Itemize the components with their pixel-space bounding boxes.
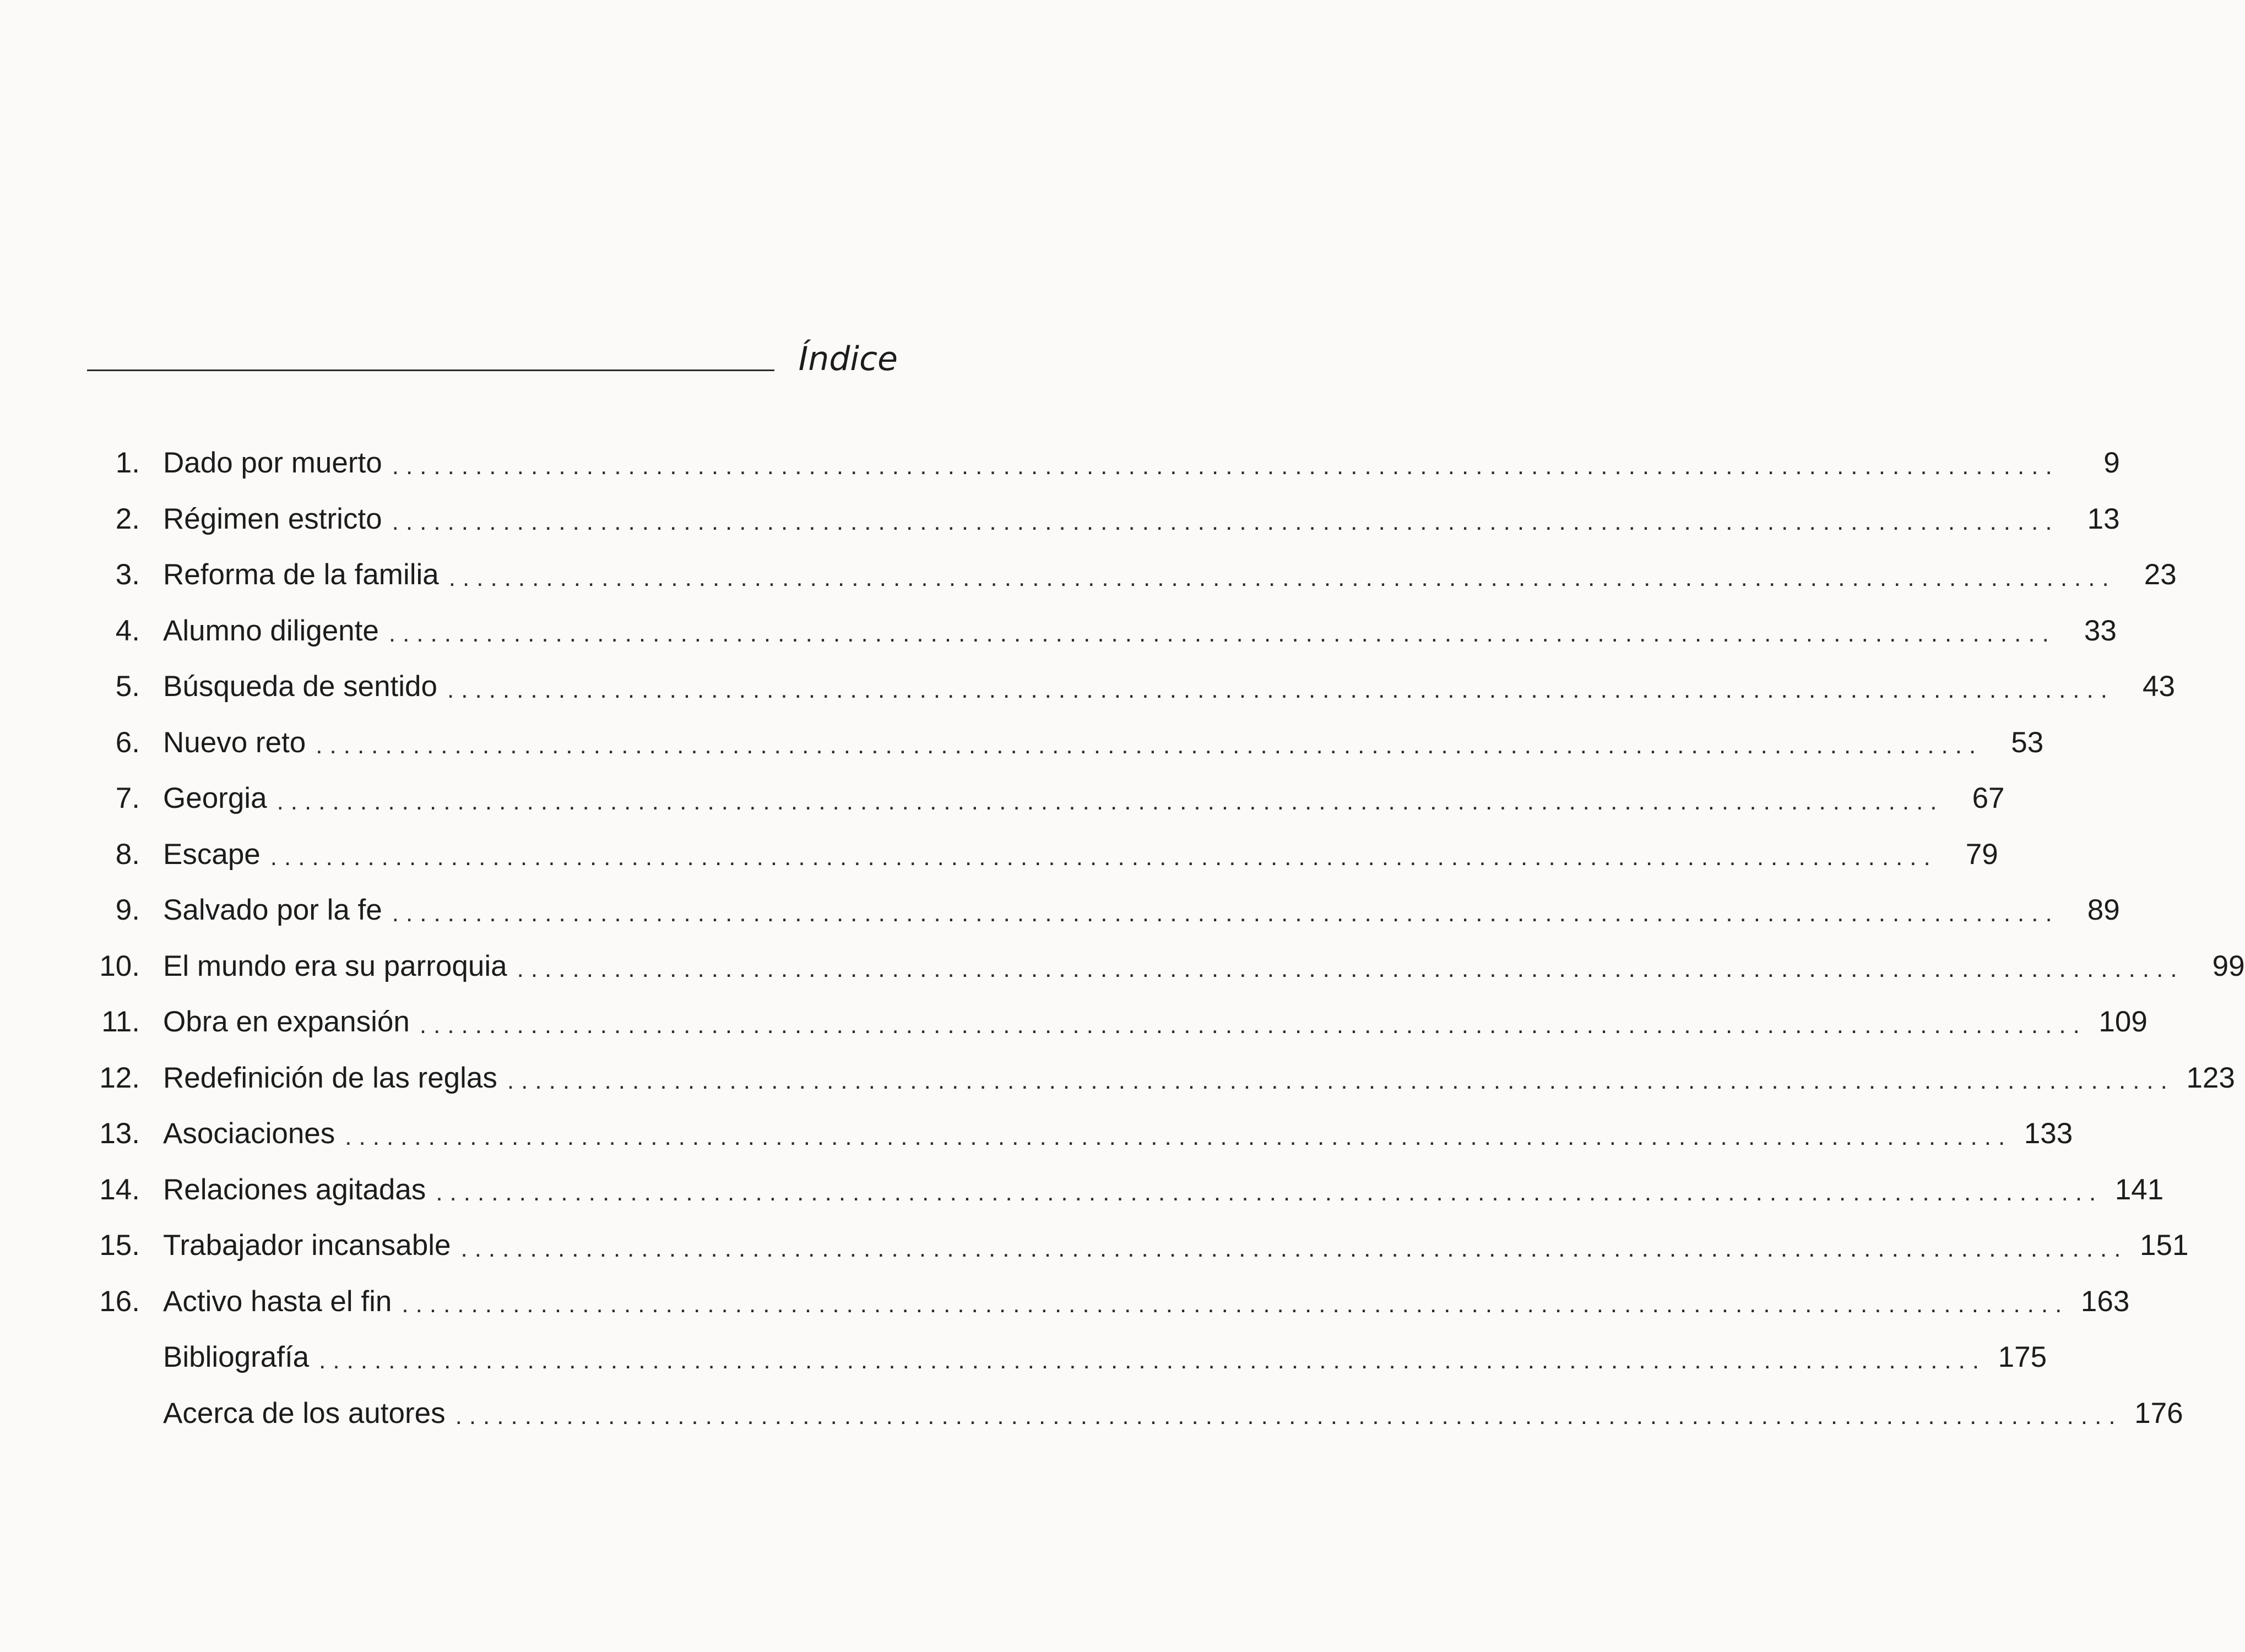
toc-entry-title: Bibliografía: [163, 1341, 310, 1374]
toc-dot-leader: ........................................................................................................................: [270, 844, 1938, 871]
toc-dot-leader: ........................................................................................................................: [447, 676, 2114, 703]
toc-entry: [83, 882, 2120, 938]
toc-entry-page: 99: [2212, 949, 2245, 982]
toc-entry-title: Búsqueda de sentido: [163, 670, 438, 703]
toc-entry: [83, 1050, 2235, 1106]
toc-dot-leader: ........................................................................................................................: [392, 452, 2059, 480]
toc-entry-number: 11.: [101, 1006, 140, 1039]
toc-entry: [83, 1106, 2073, 1162]
toc-dot-leader: ........................................................................................................................: [276, 787, 1944, 815]
toc-entry: [83, 770, 2005, 827]
toc-entry-page: 67: [1972, 782, 2005, 815]
toc-entry-page: 163: [2080, 1285, 2130, 1318]
toc-entry: [83, 1274, 2130, 1330]
toc-entry-page: 151: [2140, 1229, 2189, 1262]
toc-entry-title: Asociaciones: [163, 1117, 335, 1150]
toc-entry-number: 12.: [99, 1061, 140, 1094]
toc-entry-title: Alumno diligente: [163, 614, 379, 647]
toc-entry-title: Dado por muerto: [163, 447, 382, 480]
toc-entry-title: Georgia: [163, 782, 267, 815]
toc-dot-leader: ........................................................................................................................: [388, 620, 2056, 648]
toc-entry: [83, 938, 2245, 995]
toc-entry-number: 1.: [115, 447, 140, 480]
toc-dot-leader: ........................................................................................................................: [345, 1123, 2013, 1150]
toc-dot-leader: ........................................................................................................................: [392, 508, 2059, 536]
toc-entry-title: Nuevo reto: [163, 726, 306, 759]
toc-entry-title: Acerca de los autores: [163, 1396, 446, 1430]
toc-entry-number: 2.: [115, 502, 140, 535]
toc-dot-leader: ........................................................................................................................: [455, 1403, 2123, 1430]
page-header: [87, 337, 898, 381]
toc-entry: [83, 435, 2120, 491]
toc-entry-title: Salvado por la fe: [163, 894, 382, 927]
toc-entry-page: 123: [2186, 1061, 2235, 1094]
toc-entry-number: 8.: [115, 838, 140, 871]
toc-entry-page: 175: [1998, 1341, 2047, 1374]
toc-entry-page: 133: [2024, 1117, 2073, 1150]
page-title: Índice: [798, 340, 898, 378]
toc-dot-leader: ........................................................................................................................: [517, 955, 2184, 983]
toc-entry-title: Régimen estricto: [163, 502, 382, 535]
toc-entry-title: Obra en expansión: [163, 1006, 410, 1039]
toc-entry-page: 79: [1965, 838, 1998, 871]
toc-entry-number: 15.: [99, 1229, 140, 1262]
toc-entry: [83, 547, 2177, 603]
toc-dot-leader: ........................................................................................................................: [448, 564, 2116, 591]
toc-entry-number: 7.: [115, 782, 140, 815]
toc-entry-page: 13: [2087, 502, 2120, 535]
toc-dot-leader: ........................................................................................................................: [507, 1067, 2174, 1095]
toc-entry-title: Trabajador incansable: [163, 1229, 451, 1262]
header-rule: [87, 369, 774, 371]
toc-entry: [83, 1162, 2164, 1218]
toc-entry-page: 9: [2103, 447, 2120, 480]
toc-entry-number: 14.: [99, 1173, 140, 1206]
toc-entry-page: 23: [2144, 558, 2177, 591]
toc-entry-number: 10.: [99, 949, 140, 982]
toc-dot-leader: ........................................................................................................................: [319, 1346, 1987, 1374]
toc-entry-number: 16.: [99, 1285, 140, 1318]
toc-entry-number: 5.: [115, 670, 140, 703]
toc-entry: [83, 1329, 2047, 1385]
toc-dot-leader: ........................................................................................................................: [436, 1179, 2103, 1207]
toc-entry-page: 33: [2084, 614, 2117, 647]
toc-entry-page: 53: [2011, 726, 2044, 759]
toc-entry-title: El mundo era su parroquia: [163, 949, 507, 982]
toc-entry-number: 9.: [115, 894, 140, 927]
toc-dot-leader: ........................................................................................................................: [460, 1235, 2128, 1262]
toc-entry-page: 89: [2087, 894, 2120, 927]
toc-entry: [83, 1218, 2189, 1274]
toc-entry-number: 3.: [115, 558, 140, 591]
toc-dot-leader: ........................................................................................................................: [402, 1291, 2069, 1318]
toc-entry: [83, 603, 2117, 659]
toc-entry-page: 43: [2143, 670, 2175, 703]
toc-entry: [83, 491, 2120, 547]
toc-entry-title: Redefinición de las reglas: [163, 1061, 497, 1094]
toc-entry-title: Escape: [163, 838, 261, 871]
toc-entry-number: 13.: [99, 1117, 140, 1150]
toc-entry-number: 4.: [115, 614, 140, 647]
toc-dot-leader: ........................................................................................................................: [419, 1011, 2087, 1039]
toc-entry: [83, 1385, 2183, 1442]
toc-entry-title: Relaciones agitadas: [163, 1173, 426, 1206]
toc-dot-leader: ........................................................................................................................: [392, 899, 2059, 927]
toc-entry-page: 109: [2098, 1006, 2148, 1039]
toc-entry: [83, 715, 2044, 771]
toc-entry-page: 176: [2134, 1396, 2183, 1430]
toc-dot-leader: ........................................................................................................................: [316, 732, 1983, 759]
toc-entry-page: 141: [2114, 1173, 2164, 1206]
table-of-contents: [83, 435, 2245, 1441]
toc-entry-title: Reforma de la familia: [163, 558, 439, 591]
toc-entry: [83, 827, 1998, 883]
toc-entry: [83, 659, 2175, 715]
toc-entry: [83, 994, 2148, 1050]
toc-entry-title: Activo hasta el fin: [163, 1285, 392, 1318]
toc-entry-number: 6.: [115, 726, 140, 759]
